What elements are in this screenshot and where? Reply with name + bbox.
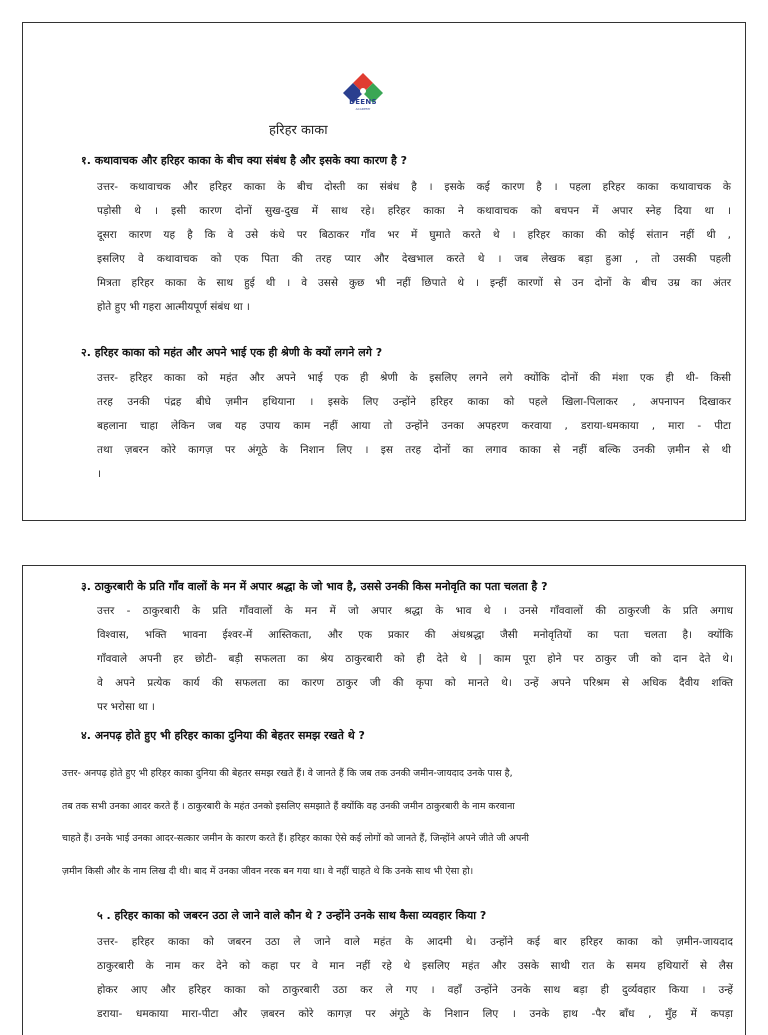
answer-3 bbox=[97, 599, 733, 719]
answer-line: पड़ोसी थे । इसी कारण दोनों सुख-दुख में साथ रहे। हरिहर काका ने कथावाचक को बचपन में अपार स्नेह दिया था । bbox=[97, 205, 731, 217]
answer-line: ठाकुरबारी के नाम कर देने को कहा पर वे मान नहीं रहे थे इसलिए महंत और उसके साथी रात के समय हथियारों से लैस bbox=[97, 960, 733, 972]
answer-line: तब तक सभी उनका आदर करते हैं । ठाकुरबारी के महंत उनको इसलिए समझाते हैं क्योंकि वह उनकी जमीन ठाकुरबारी के नाम करवाना bbox=[62, 800, 515, 812]
answer-line: दूसरा कारण यह है कि वे उसे कंधे पर बिठाकर गाँव भर में घुमाते करते थे । हरिहर काका की कोई संतान नहीं थी , bbox=[97, 229, 731, 241]
answer-line: उत्तर - ठाकुरबारी के प्रति गाँववालों के मन में जो अपार श्रद्धा के भाव थे । उनसे गाँववालों की ठाकुरजी के प्रति अगाध bbox=[97, 605, 733, 617]
answer-line: इसलिए वे कथावाचक को एक पिता की तरह प्यार और देखभाल करते थे । जब लेखक बड़ा हुआ , तो उसकी पहली bbox=[97, 253, 731, 265]
answer-line: डराया- धमकाया मारा-पीटा और ज़बरन कोरे कागज़ पर अंगूठे के निशान लिए । उनके हाथ -पैर बाँध , मुँह में कपड़ा bbox=[97, 1008, 733, 1020]
answer-line: गाँववाले अपनी हर छोटी- बड़ी सफलता का श्रेय ठाकुरबारी को ही देते थे | काम पूरा होने पर ठाकुर जी को दान देते थे। bbox=[97, 653, 733, 665]
answer-line: चाहते हैं। उनके भाई उनका आदर-सत्कार जमीन के कारण करते हैं। हरिहर काका ऐसे कई लोगों को जानते हैं, जिन्होंने अपने जीते जी अपनी bbox=[62, 833, 529, 844]
question-4: ४. अनपढ़ होते हुए भी हरिहर काका दुनिया की बेहतर समझ रखते थे ? bbox=[81, 729, 365, 742]
answer-line: उत्तर- अनपढ़ होते हुए भी हरिहर काका दुनिया की बेहतर समझ रखते हैं। वे जानते हैं कि जब तक उनकी जमीन-जायदाद उनके पास है, bbox=[62, 768, 513, 779]
answer-line: बहलाना चाहा लेकिन जब यह उपाय काम नहीं आया तो उन्होंने उनका अपहरण करवाया , डराया-धमकाया , मारा - पीटा bbox=[97, 420, 731, 432]
answer-line: उत्तर- हरिहर काका को महंत और अपने भाई एक ही श्रेणी के इसलिए लगने लगे क्योंकि दोनों की मंशा एक ही थी- किसी bbox=[97, 372, 731, 384]
answer-line: विश्वास, भक्ति भावना ईश्वर-में आस्तिकता, और एक प्रकार की अंधश्रद्धा जैसी मनोवृतियों का पता चलता है। क्योंकि bbox=[97, 629, 733, 641]
answer-5 bbox=[97, 930, 733, 1026]
answer-line: तरह उनकी पंद्रह बीघे ज़मीन हथियाना । इसके लिए उन्होंने हरिहर काका को पहले खिला-पिलाकर , अपनापन दिखाकर bbox=[97, 396, 731, 408]
answer-4 bbox=[62, 762, 529, 892]
answer-line: होते हुए भी गहरा आत्मीयपूर्ण संबंध था । bbox=[97, 301, 250, 313]
answer-2 bbox=[97, 366, 731, 486]
answer-line: उत्तर- हरिहर काका को जबरन उठा ले जाने वाले महंत के आदमी थे। उन्होंने कई बार हरिहर काका को ज़मीन-जायदाद bbox=[97, 936, 733, 948]
answer-line: तथा ज़बरन कोरे कागज़ पर अंगूठे के निशान लिए । इस तरह दोनों का लगाव काका से नहीं बल्कि उनकी ज़मीन से थी bbox=[97, 444, 731, 456]
question-2: २. हरिहर काका को महंत और अपने भाई एक ही श्रेणी के क्यों लगने लगे ? bbox=[81, 346, 383, 359]
answer-line: । bbox=[97, 468, 101, 480]
logo-text: DEENS bbox=[349, 98, 377, 106]
answer-line: वे अपने प्रत्येक कार्य की सफलता का कारण ठाकुर जी की कृपा को मानते थे। उन्हें अपने परिश्रम से अधिक दैवीय शक्ति bbox=[97, 677, 733, 689]
answer-line: ज़मीन किसी और के नाम लिख दी थी। बाद में उनका जीवन नरक बन गया था। वे नहीं चाहते थे कि उनके साथ भी ऐसा हो। bbox=[62, 865, 474, 877]
answer-line: मित्रता हरिहर काका के साथ हुई थी । वे उससे कुछ भी नहीं छिपाते थे । इन्हीं कारणों से उन दोनों के बीच उम्र का अंतर bbox=[97, 277, 731, 289]
question-1: १. कथावाचक और हरिहर काका के बीच क्या संबंध है और इसके क्या कारण है ? bbox=[81, 154, 408, 167]
question-3: ३. ठाकुरबारी के प्रति गाँव वालों के मन में अपार श्रद्धा के जो भाव है, उससे उनकी किस मनोवृति का पता चलता है ? bbox=[81, 580, 548, 593]
answer-line: होकर आए और हरिहर काका को ठाकुरबारी उठा कर ले गए । वहाँ उन्होंने उनके साथ बड़ा ही दुर्व्यवहार किया । उन्हें bbox=[97, 984, 733, 996]
answer-line: पर भरोसा था । bbox=[97, 701, 155, 713]
logo-subtext: ACADEMY bbox=[355, 107, 371, 111]
page-1 bbox=[22, 22, 746, 521]
answer-1 bbox=[97, 175, 731, 319]
answer-line: उत्तर- कथावाचक और हरिहर काका के बीच दोस्ती का संबंध है । इसके कई कारण है । पहला हरिहर काका कथावाचक के bbox=[97, 181, 731, 193]
document-title: हरिहर काका bbox=[269, 123, 328, 138]
question-5: ५ . हरिहर काका को जबरन उठा ले जाने वाले कौन थे ? उन्होंने उनके साथ कैसा व्यवहार किया ? bbox=[97, 909, 487, 922]
